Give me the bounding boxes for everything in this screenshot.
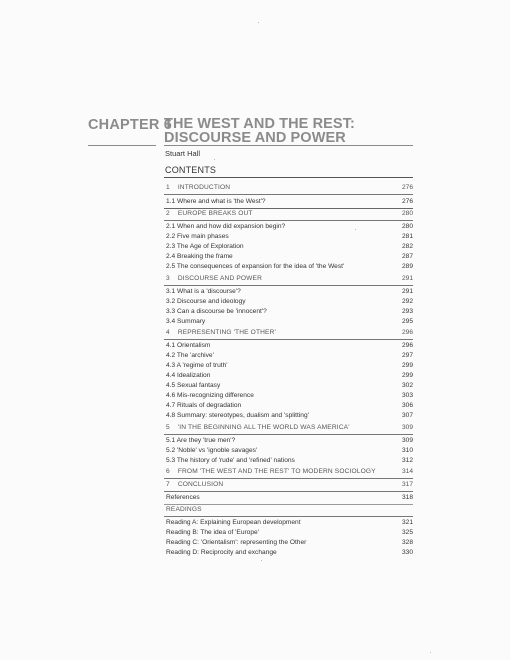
toc-entry-label [166,493,200,503]
toc-entry-row [164,361,413,371]
toc-page-number: 293 [401,308,413,315]
toc-entry-label [166,307,267,317]
toc-entry-number: 3.2 [166,298,176,305]
toc-entry-text: References [166,494,200,501]
toc-entry-number: 2.4 [166,253,176,260]
toc-page-number: 328 [401,539,413,546]
toc-page-number: 291 [401,275,413,282]
toc-entry-text: Rituals of degradation [177,402,242,409]
toc-entry-number: 4.5 [166,382,176,389]
toc-entry-text: Reading A: Explaining European development [166,519,301,526]
toc-entry-text: 'Noble' vs 'ignoble savages' [177,447,258,454]
toc-page-number: 306 [401,402,413,409]
toc-entry-number: 5 [166,424,170,431]
toc-entry-row [164,297,413,307]
toc-page-number: 309 [401,437,413,444]
toc-entry-number: 2.3 [166,243,176,250]
toc-entry-number: 4.6 [166,392,176,399]
toc-entry-label [166,436,235,446]
toc-entry-label [166,371,210,381]
toc-entry-number: 2 [166,210,170,217]
toc-entry-text: The 'archive' [176,352,214,359]
toc-entry-row [164,252,413,262]
toc-entry-text: What is a 'discourse'? [177,288,241,295]
toc-entry-text: CONCLUSION [177,481,224,488]
toc-section-row [164,467,413,477]
toc-entry-text: Sexual fantasy [177,382,221,389]
chapter-label: CHAPTER 6 [88,117,172,133]
toc-entry-row [164,411,413,421]
toc-page-number: 299 [401,372,413,379]
toc-page-number: 312 [401,457,413,464]
toc-entry-number: 3.4 [166,318,176,325]
toc-entry-text: Mis-recognizing difference [177,392,254,399]
toc-entry-row [164,401,413,411]
toc-entry-label [166,317,205,327]
toc-entry-number: 3.3 [166,308,176,315]
toc-entry-text: READINGS [166,506,202,513]
toc-entry-row [164,391,413,401]
toc-entry-label [166,287,241,297]
toc-section-row [164,274,413,284]
toc-entry-label [166,505,202,515]
toc-page-number: 321 [401,519,413,526]
paper-speck [214,159,215,160]
toc-entry-row [164,446,413,456]
chapter-author: Stuart Hall [165,149,201,158]
toc-page-number: 302 [401,382,413,389]
toc-entry-text: Can a discourse be 'innocent'? [177,308,267,315]
toc-section-row [164,183,413,193]
toc-entry-text: DISCOURSE AND POWER [177,275,263,282]
toc-entry-row [164,307,413,317]
toc-entry-row [164,242,413,252]
toc-entry-number: 3.1 [166,288,176,295]
toc-page-number: 276 [401,198,413,205]
toc-page-number: 330 [401,549,413,556]
toc-page-number: 276 [401,184,413,191]
toc-entry-row [164,197,413,207]
toc-entry-row [164,351,413,361]
toc-entry-number: 4.2 [166,352,176,359]
toc-entry-number: 3 [166,275,170,282]
toc-entry-label [166,518,301,528]
toc-entry-label [166,232,229,242]
toc-page-number: 309 [401,424,413,431]
toc-entry-label [166,411,309,421]
toc-entry-text: Summary: stereotypes, dualism and 'splitting' [177,412,309,419]
toc-page-number: 317 [401,481,413,488]
toc-entry-text: 'IN THE BEGINNING ALL THE WORLD WAS AMERICA' [177,424,350,431]
toc-entry-label [166,328,276,338]
toc-entry-label [166,391,254,401]
toc-entry-label [166,297,246,307]
toc-entry-label [166,242,244,252]
chapter-title: THE WEST AND THE REST: DISCOURSE AND POWER [164,116,355,146]
toc-entry-label [166,423,350,433]
toc-page-number: 299 [401,362,413,369]
toc-entry-number: 1 [166,184,170,191]
toc-entry-row [164,262,413,272]
toc-entry-text: The history of 'rude' and 'refined' nations [176,457,295,464]
toc-section-row [164,423,413,433]
toc-page-number: 307 [401,412,413,419]
toc-entry-text: Idealization [177,372,211,379]
toc-entry-row [164,518,413,528]
toc-entry-text: Reading B: The idea of 'Europe' [166,529,259,536]
paper-speck [355,229,356,230]
contents-rule [164,177,413,178]
toc-entry-label [166,252,233,262]
toc-page-number: 296 [401,329,413,336]
toc-entry-number: 4.3 [166,362,176,369]
toc-section-row [164,480,413,490]
toc-entry-text: The Age of Exploration [176,243,244,250]
toc-page-number: 280 [401,210,413,217]
toc-entry-label [166,480,223,490]
toc-section-row [164,209,413,219]
toc-entry-label [166,197,266,207]
toc-entry-label [166,183,230,193]
toc-page-number: 282 [401,243,413,250]
toc-entry-row [164,287,413,297]
toc-entry-number: 7 [166,481,170,488]
toc-page-number: 318 [401,494,413,501]
heading-rule-left [88,145,156,146]
toc-entry-text: EUROPE BREAKS OUT [177,210,253,217]
toc-entry-number: 4.1 [166,342,176,349]
toc-entry-label [166,351,214,361]
toc-entry-number: 4 [166,329,170,336]
toc-entry-row [164,456,413,466]
toc-page-number: 314 [401,468,413,475]
toc-entry-text: A 'regime of truth' [176,362,228,369]
toc-entry-label [166,381,220,391]
toc-entry-text: When and how did expansion begin? [177,223,286,230]
toc-entry-number: 5.1 [166,437,176,444]
toc-entry-row [164,222,413,232]
toc-page-number: 295 [401,318,413,325]
toc-entry-number: 2.1 [166,223,176,230]
toc-page-number: 310 [401,447,413,454]
paper-speck [430,652,431,653]
toc-page-number: 289 [401,263,413,270]
toc-page-number: 303 [401,392,413,399]
toc-page-number: 281 [401,233,413,240]
toc-entry-label [166,401,241,411]
toc-entry-text: Orientalism [177,342,211,349]
paper-speck [258,22,259,23]
toc-entry-number: 5.3 [166,457,176,464]
toc-entry-number: 1.1 [166,198,176,205]
toc-entry-text: Reading D: Reciprocity and exchange [166,549,277,556]
toc-page-number: 292 [401,298,413,305]
toc-entry-text: REPRESENTING 'THE OTHER' [177,329,276,336]
toc-page-number: 287 [401,253,413,260]
toc-entry-row [164,538,413,548]
toc-page-number: 291 [401,288,413,295]
toc-entry-label [166,222,285,232]
toc-entry-label [166,528,259,538]
toc-entry-label [166,274,262,284]
toc-page-number: 296 [401,342,413,349]
toc-entry-label [166,467,376,477]
toc-entry-label [166,209,253,219]
toc-entry-label [166,548,277,558]
toc-section-row [164,328,413,338]
contents-heading: CONTENTS [165,165,217,175]
toc-page-number: 280 [401,223,413,230]
toc-page-number: 325 [401,529,413,536]
toc-entry-text: Five main phases [177,233,229,240]
toc-entry-number: 4.8 [166,412,176,419]
toc-entry-row [164,317,413,327]
toc-entry-row [164,493,413,503]
toc-entry-text: Are they 'true men'? [176,437,236,444]
toc-entry-number: 5.2 [166,447,176,454]
toc-entry-number: 2.2 [166,233,176,240]
paper-speck [261,560,262,561]
toc-entry-row [164,232,413,242]
toc-entry-row [164,528,413,538]
toc-entry-label [166,361,228,371]
toc-entry-number: 4.7 [166,402,176,409]
toc-entry-text: INTRODUCTION [177,184,231,191]
toc-entry-text: Reading C: 'Orientalism': representing the Other [166,539,307,546]
toc-entry-text: Discourse and ideology [177,298,246,305]
toc-entry-label [166,538,306,548]
toc-entry-number: 2.5 [166,263,176,270]
toc-page-number: 297 [401,352,413,359]
toc-entry-row [164,371,413,381]
toc-entry-row [164,341,413,351]
toc-entry-text: The consequences of expansion for the idea of 'the West' [176,263,345,270]
toc-entry-number: 6 [166,468,170,475]
heading-rule-right [164,145,413,146]
toc-entry-label [166,456,295,466]
toc-entry-text: Where and what is 'the West'? [177,198,266,205]
toc-entry-number: 4.4 [166,372,176,379]
toc-entry-row [164,548,413,558]
toc-entry-row [164,381,413,391]
toc-entry-text: Breaking the frame [177,253,233,260]
toc-section-row [164,505,413,515]
toc-entry-label [166,262,344,272]
toc-entry-text: FROM 'THE WEST AND THE REST' TO MODERN SOCIOLOGY [177,468,376,475]
toc-entry-text: Summary [177,318,206,325]
toc-entry-row [164,436,413,446]
toc-entry-label [166,446,257,456]
toc-entry-label [166,341,210,351]
